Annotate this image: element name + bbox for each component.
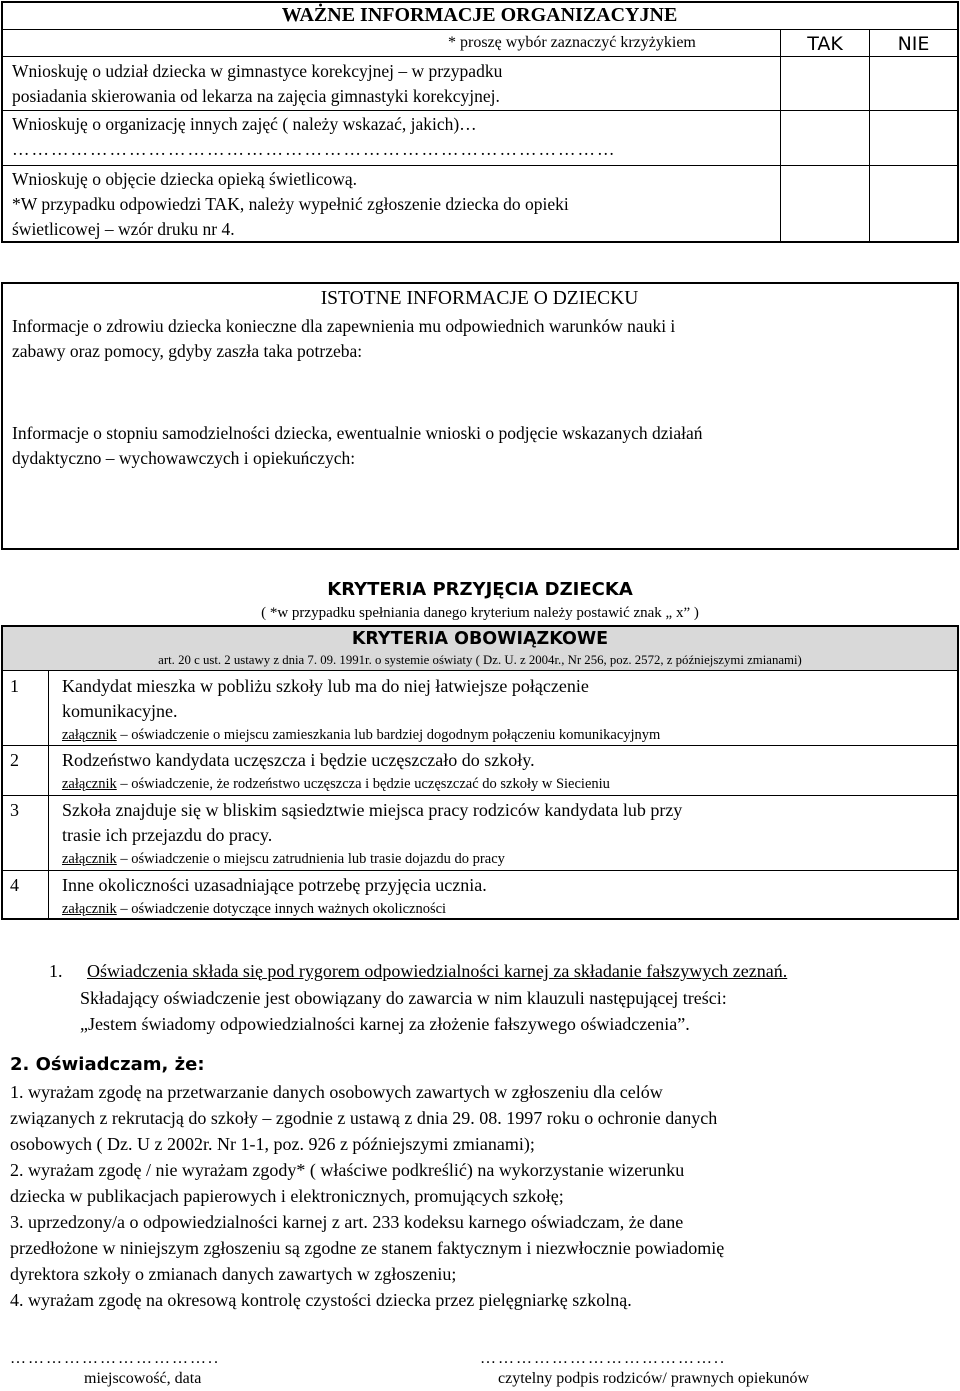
attachment-label: załącznik bbox=[62, 901, 117, 917]
statement-1-line-3: „Jestem świadomy odpowiedzialności karnej za złożenie fałszywego oświadczenia”. bbox=[80, 1014, 690, 1034]
org-row-2-dots: ………………………………………………………………………………… bbox=[12, 139, 617, 159]
statement-2-title: 2. Oświadczam, że: bbox=[10, 1054, 205, 1075]
statement-2-body bbox=[10, 1079, 724, 1313]
health-info-field[interactable] bbox=[12, 365, 947, 417]
criterion-4-line-1: Inne okoliczności uzasadniające potrzebę przyjęcia ucznia. bbox=[62, 875, 487, 895]
parent-signature-line[interactable]: ………………………………….. bbox=[480, 1350, 726, 1367]
org-row-1-line-2: posiadania skierowania od lekarza na zajęcia gimnastyki korekcyjnej. bbox=[12, 86, 500, 106]
criteria-row-divider-3 bbox=[1, 870, 959, 871]
statement-1-line-2: Składający oświadczenie jest obowiązany do zawarcia w nim klauzuli następującej treści: bbox=[80, 988, 727, 1008]
statement-2-line-4: 2. wyrażam zgodę / nie wyrażam zgody* ( właściwe podkreślić) na wykorzystanie wizerunku bbox=[10, 1160, 685, 1180]
criterion-2-attachment-desc: – oświadczenie, że rodzeństwo uczęszcza i będzie uczęszczać do szkoły w Siecieniu bbox=[116, 776, 610, 792]
place-date-line[interactable]: …………………………….. bbox=[10, 1350, 220, 1367]
gym-yes-cell[interactable] bbox=[781, 57, 869, 110]
child-border-right bbox=[957, 282, 959, 550]
col-header-yes: TAK bbox=[807, 33, 843, 55]
org-row-3-line-1: Wnioskuję o objęcie dziecka opieką świetlicową. bbox=[12, 169, 358, 189]
legal-basis: art. 20 c ust. 2 ustawy z dnia 7. 09. 1991r. o systemie oświaty ( Dz. U. z 2004r., Nr 256, poz. 2572, z późniejszymi zmianami) bbox=[158, 653, 802, 667]
criterion-1-attachment-desc: – oświadczenie o miejscu zamieszkania lub bardziej dogodnym połączeniu komunikacyjnym bbox=[116, 727, 661, 743]
criterion-1-line-2: komunikacyjne. bbox=[62, 701, 178, 721]
child-border-top bbox=[1, 282, 959, 284]
org-border-right bbox=[957, 1, 959, 242]
statement-2-line-5: dziecka w publikacjach papierowych i elektronicznych, promujących szkołę; bbox=[10, 1186, 564, 1206]
statement-2-line-6: 3. uprzedzony/a o odpowiedzialności karnej z art. 233 kodeksu karnego oświadczam, że dane bbox=[10, 1212, 684, 1232]
child-border-bottom bbox=[1, 548, 959, 550]
attachment-label: załącznik bbox=[62, 851, 117, 867]
daycare-no-cell[interactable] bbox=[870, 166, 957, 241]
criterion-4-attachment-desc: – oświadczenie dotyczące innych ważnych okoliczności bbox=[116, 901, 447, 917]
statement-1-line-1: Oświadczenia składa się pod rygorem odpowiedzialności karnej za składanie fałszywych zeznań. bbox=[87, 961, 788, 981]
org-row-1 bbox=[12, 59, 502, 109]
criterion-2-line-1: Rodzeństwo kandydata uczęszcza i będzie uczęszczało do szkoły. bbox=[62, 750, 535, 770]
independence-info-line-1: Informacje o stopniu samodzielności dziecka, ewentualnie wnioski o podjęcie wskazanych działań bbox=[12, 423, 703, 443]
criteria-row-divider-1 bbox=[1, 745, 959, 746]
statement-2-line-2: związanych z rekrutacją do szkoły – zgodnie z ustawą z dnia 29. 08. 1997 roku o ochronie danych bbox=[10, 1108, 718, 1128]
org-row-3 bbox=[12, 167, 569, 242]
attachment-label: załącznik bbox=[62, 776, 117, 792]
org-row-3-line-3: świetlicowej – wzór druku nr 4. bbox=[12, 219, 235, 239]
criteria-row-divider-2 bbox=[1, 795, 959, 796]
statement-2-line-8: dyrektora szkoły o zmianach danych zawartych w zgłoszeniu; bbox=[10, 1264, 457, 1284]
health-info-line-2: zabawy oraz pomocy, gdyby zaszła taka potrzeba: bbox=[12, 341, 363, 361]
health-info-line-1: Informacje o zdrowiu dziecka konieczne dla zapewnienia mu odpowiednich warunków nauki i bbox=[12, 316, 676, 336]
criterion-3-attachment bbox=[62, 850, 505, 868]
criterion-1-attachment bbox=[62, 726, 660, 744]
criteria-num-col-divider bbox=[48, 671, 49, 919]
criterion-1-line-1: Kandydat mieszka w pobliżu szkoły lub ma do niej łatwiejsze połączenie bbox=[62, 676, 589, 696]
criterion-1-number: 1 bbox=[10, 676, 19, 696]
health-info bbox=[12, 314, 675, 364]
independence-info-field[interactable] bbox=[12, 474, 947, 544]
criteria-header-divider bbox=[1, 670, 959, 671]
statement-1-number: 1. bbox=[49, 961, 63, 981]
criterion-4-text bbox=[62, 873, 487, 898]
child-border-left bbox=[1, 282, 3, 550]
criterion-3-text bbox=[62, 798, 682, 848]
attachment-label: załącznik bbox=[62, 727, 117, 743]
criterion-3-line-1: Szkoła znajduje się w bliskim sąsiedztwie miejsca pracy rodziców kandydata lub przy bbox=[62, 800, 683, 820]
criterion-3-attachment-desc: – oświadczenie o miejscu zatrudnienia lub trasie dojazdu do pracy bbox=[116, 851, 505, 867]
statement-2-line-9: 4. wyrażam zgodę na okresową kontrolę czystości dziecka przez pielęgniarkę szkolną. bbox=[10, 1290, 632, 1310]
daycare-yes-cell[interactable] bbox=[781, 166, 869, 241]
child-title: ISTOTNE INFORMACJE O DZIECKU bbox=[320, 288, 639, 309]
criterion-4-number: 4 bbox=[10, 875, 19, 895]
org-row-1-line-1: Wnioskuję o udział dziecka w gimnastyce korekcyjnej – w przypadku bbox=[12, 61, 503, 81]
criterion-2-attachment bbox=[62, 775, 610, 793]
parent-signature-label: czytelny podpis rodziców/ prawnych opiekunów bbox=[498, 1370, 810, 1387]
other-yes-cell[interactable] bbox=[781, 111, 869, 165]
criterion-1-text bbox=[62, 674, 589, 724]
statement-2-line-3: osobowych ( Dz. U z 2002r. Nr 1-1, poz. 926 z późniejszymi zmianami); bbox=[10, 1134, 535, 1154]
org-row-2 bbox=[12, 112, 617, 162]
mandatory-title: KRYTERIA OBOWIĄZKOWE bbox=[351, 629, 609, 649]
criteria-title: KRYTERIA PRZYJĘCIA DZIECKA bbox=[327, 579, 633, 600]
org-title-divider bbox=[1, 29, 959, 30]
independence-info-line-2: dydaktyczno – wychowawczych i opiekuńczych: bbox=[12, 448, 356, 468]
org-note: * proszę wybór zaznaczyć krzyżykiem bbox=[448, 34, 696, 51]
place-date-label: miejscowość, data bbox=[84, 1370, 202, 1387]
criteria-subtitle: ( *w przypadku spełniania danego kryterium należy postawić znak „ x” ) bbox=[261, 605, 699, 621]
criterion-2-text bbox=[62, 748, 535, 773]
criteria-border-bottom bbox=[1, 918, 959, 920]
criterion-3-line-2: trasie ich przejazdu do pracy. bbox=[62, 825, 273, 845]
org-border-left bbox=[1, 1, 3, 242]
other-no-cell[interactable] bbox=[870, 111, 957, 165]
criterion-4-attachment bbox=[62, 900, 446, 918]
org-row-3-line-2: *W przypadku odpowiedzi TAK, należy wypełnić zgłoszenie dziecka do opieki bbox=[12, 194, 569, 214]
org-row-2-line-1: Wnioskuję o organizację innych zajęć ( należy wskazać, jakich)… bbox=[12, 114, 477, 134]
col-header-no: NIE bbox=[897, 33, 930, 55]
criterion-2-number: 2 bbox=[10, 750, 19, 770]
gym-no-cell[interactable] bbox=[870, 57, 957, 110]
independence-info bbox=[12, 421, 703, 471]
statement-2-line-7: przedłożone w niniejszym zgłoszeniu są zgodne ze stanem faktycznym i niezwłocznie powiadomię bbox=[10, 1238, 725, 1258]
criterion-3-number: 3 bbox=[10, 800, 19, 820]
statement-2-line-1: 1. wyrażam zgodę na przetwarzanie danych osobowych zawartych w zgłoszeniu dla celów bbox=[10, 1082, 663, 1102]
org-title: WAŻNE INFORMACJE ORGANIZACYJNE bbox=[281, 4, 678, 26]
